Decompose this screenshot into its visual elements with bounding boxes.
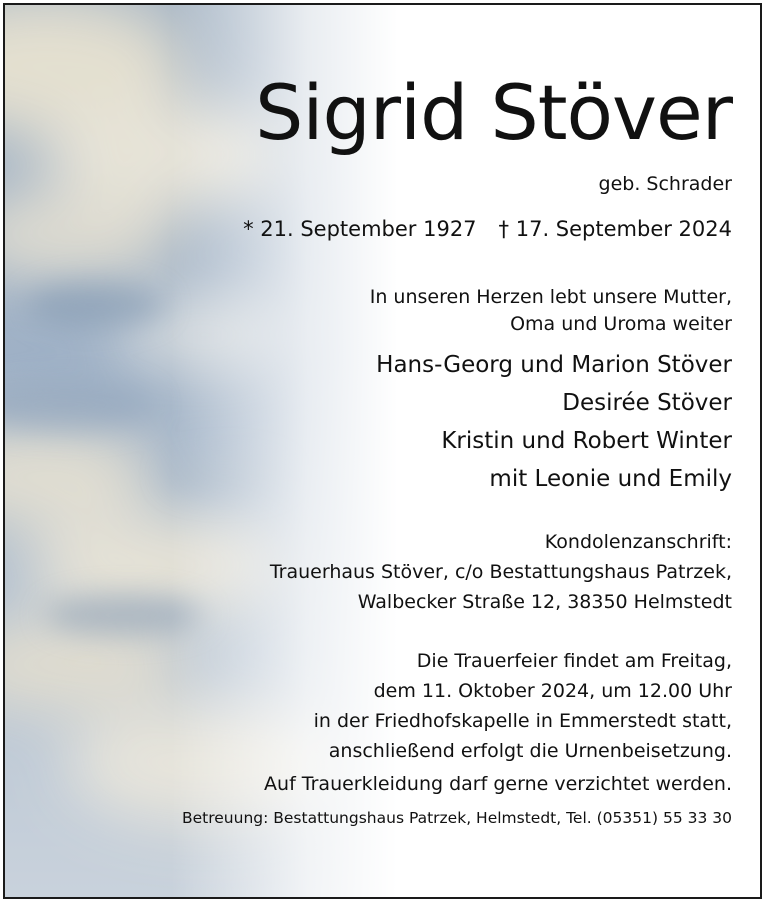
obituary-frame (3, 3, 762, 899)
death-date: † 17. September 2024 (498, 217, 732, 241)
mourner-line: Kristin und Robert Winter (441, 428, 732, 454)
condolence-address: Trauerhaus Stöver, c/o Bestattungshaus Patrzek, (269, 561, 732, 583)
condolence-heading: Kondolenzanschrift: (544, 531, 732, 553)
birth-date: * 21. September 1927 (243, 217, 477, 241)
funeral-home-credit: Betreuung: Bestattungshaus Patrzek, Helmstedt, Tel. (05351) 55 33 30 (181, 809, 732, 827)
service-line: in der Friedhofskapelle in Emmerstedt statt, (313, 710, 732, 732)
service-line: dem 11. Oktober 2024, um 12.00 Uhr (373, 680, 732, 702)
life-dates (243, 215, 732, 243)
mourner-line: mit Leonie und Emily (489, 466, 732, 492)
tribute-line: Oma und Uroma weiter (510, 313, 732, 335)
tribute-line: In unseren Herzen lebt unsere Mutter, (369, 286, 732, 308)
attire-note: Auf Trauerkleidung darf gerne verzichtet werden. (264, 773, 732, 795)
service-line: Die Trauerfeier findet am Freitag, (416, 650, 732, 672)
mourner-line: Hans-Georg und Marion Stöver (376, 352, 732, 378)
deceased-name: Sigrid Stöver (255, 68, 732, 157)
service-line: anschließend erfolgt die Urnenbeisetzung. (328, 740, 732, 762)
mourner-line: Desirée Stöver (562, 390, 732, 416)
condolence-address: Walbecker Straße 12, 38350 Helmstedt (357, 591, 732, 613)
birth-name: geb. Schrader (598, 173, 732, 195)
